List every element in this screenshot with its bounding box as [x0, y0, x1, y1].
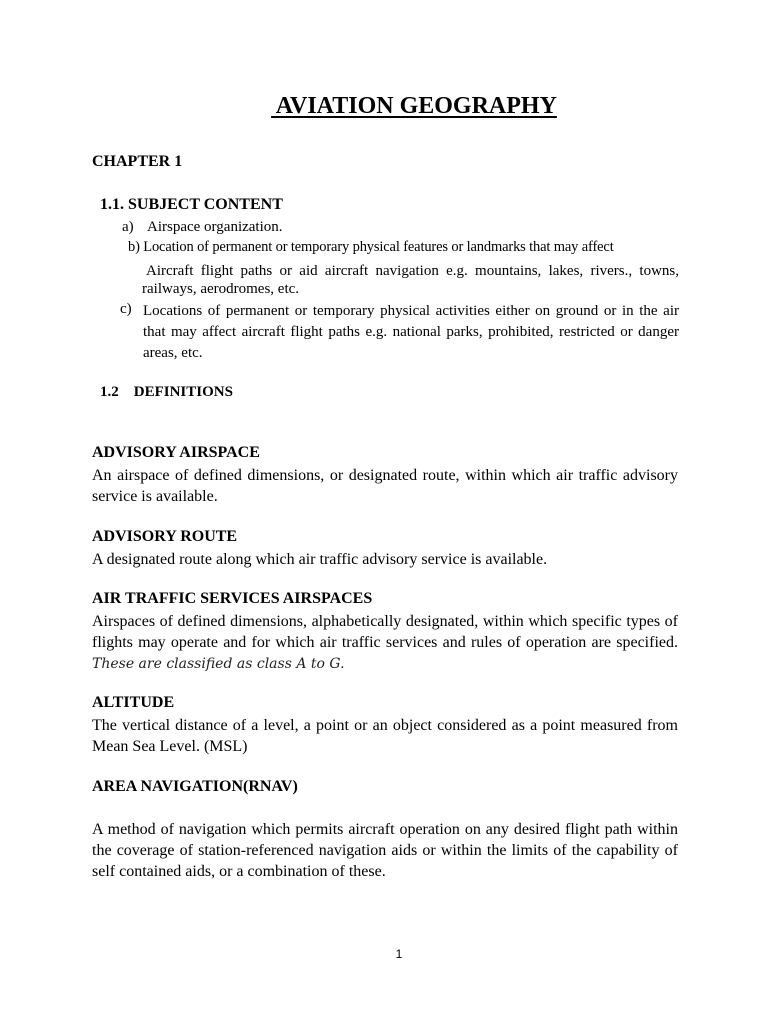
subject-item-b-line2: Aircraft flight paths or aid aircraft navigation e.g. mountains, lakes, rivers., towns,	[146, 263, 679, 279]
subject-item-c: Locations of permanent or temporary physical activities either on ground or in the air that may affect aircraft flight paths e.g. national parks, prohibited, restricted or danger areas, etc.	[143, 303, 679, 361]
subject-item-a	[122, 219, 283, 236]
list-marker: a)	[122, 219, 134, 235]
list-marker: c)	[120, 301, 132, 317]
definition-term: ADVISORY ROUTE	[92, 528, 238, 545]
definition-term: AREA NAVIGATION(RNAV)	[92, 778, 298, 795]
subject-content-heading: 1.1. SUBJECT CONTENT	[100, 196, 283, 213]
definition-text: A designated route along which air traffic advisory service is available.	[92, 551, 548, 568]
definition-note: These are classified as class A to G.	[92, 656, 345, 672]
subject-item-b-line1: b) Location of permanent or temporary physical features or landmarks that may affect	[128, 239, 614, 255]
definition-text: An airspace of defined dimensions, or designated route, within which air traffic advisory service is available.	[92, 467, 678, 505]
definitions-heading: 1.2 DEFINITIONS	[100, 384, 233, 400]
definition-term: ADVISORY AIRSPACE	[92, 444, 260, 461]
document-title: AVIATION GEOGRAPHY	[271, 93, 557, 119]
definition-text: The vertical distance of a level, a point or an object considered as a point measured from Mean Sea Level. (MSL)	[92, 717, 678, 755]
definition-term: ALTITUDE	[92, 694, 175, 711]
list-item-text: Airspace organization.	[147, 219, 283, 235]
subject-item-b-line3: railways, aerodromes, etc.	[142, 281, 300, 297]
definition-text-with-note	[92, 611, 678, 675]
page-number: 1	[395, 947, 403, 961]
definition-text: A method of navigation which permits aircraft operation on any desired flight path within the coverage of station-referenced navigation aids or within the limits of the capability of self contained aids, or a combination of these.	[92, 821, 678, 880]
chapter-heading: CHAPTER 1	[92, 153, 183, 170]
definition-term: AIR TRAFFIC SERVICES AIRSPACES	[92, 590, 373, 607]
definition-text: Airspaces of defined dimensions, alphabetically designated, within which specific types of flights may operate and for which air traffic services and rules of operation are specified.	[92, 613, 678, 651]
